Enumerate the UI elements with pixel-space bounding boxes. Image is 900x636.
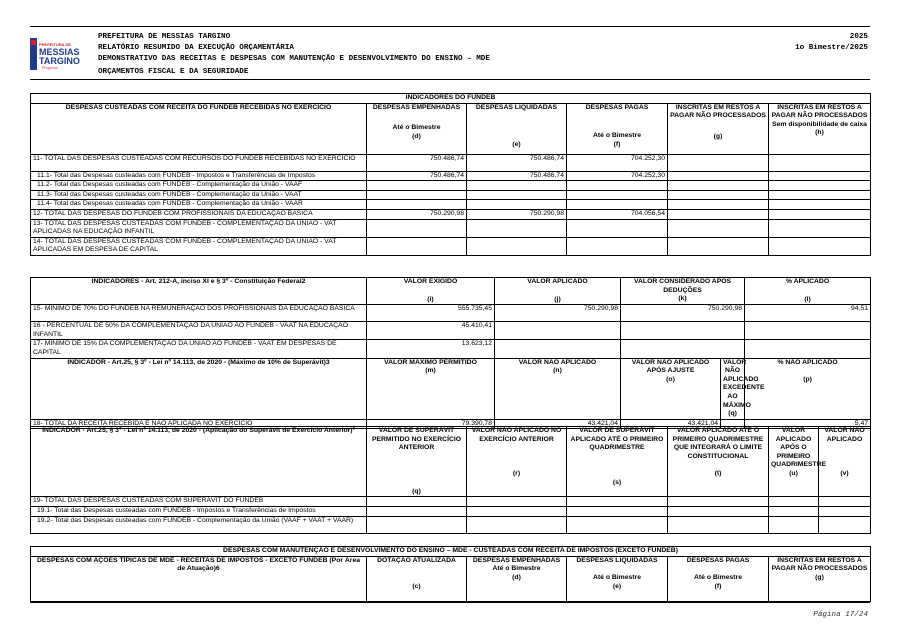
- column-header: DESPESAS LIQUIDADAS Até o Bimestre (e): [567, 556, 668, 601]
- column-header: INSCRITAS EM RESTOS A PAGAR NÃO PROCESSADOS Sem disponibilidade de caixa (h): [769, 103, 871, 154]
- svg-text:PREFEITURA DE: PREFEITURA DE: [39, 42, 72, 47]
- svg-text:MESSIAS: MESSIAS: [39, 47, 80, 57]
- column-header: INSCRITAS EM RESTOS A PAGAR NÃO PROCESSADOS (g): [668, 103, 769, 154]
- report-period: 1o Bimestre/2025: [795, 44, 868, 52]
- footer-rule: [30, 602, 870, 603]
- column-header: VALOR DE SUPERÁVIT PERMITIDO NO EXERCÍCIO ANTERIOR (q): [367, 427, 467, 497]
- budgets-name: ORÇAMENTOS FISCAL E DA SEGURIDADE: [98, 68, 249, 76]
- municipality-logo: [30, 38, 80, 70]
- column-header: VALOR EXIGIDO (i): [367, 278, 495, 305]
- page-number: Página 17/24: [813, 611, 868, 619]
- surplus-application-table: [30, 426, 871, 534]
- column-header: VALOR MÁXIMO PERMITIDO (m): [367, 358, 495, 419]
- table-row: 15- MÍNIMO DE 70% DO FUNDEB NA REMUNERAÇÃO DOS PROFISSIONAIS DA EDUCAÇÃO BÁSICA 555.735,45 750.290,98 750.290,98 94,51: [31, 305, 871, 322]
- column-header: DESPESAS LIQUIDADAS (e): [467, 103, 567, 154]
- column-header: % NÃO APLICADO (p): [745, 358, 871, 419]
- column-header: VALOR APLICADO (j): [495, 278, 621, 305]
- column-header: VALOR APLICADO APÓS O PRIMEIRO QUADRIMESTRE (u): [769, 427, 819, 497]
- column-header: VALOR NÃO APLICADO EXCEDENTE AO MÁXIMO (q): [721, 358, 745, 419]
- table-row: 11- TOTAL DAS DESPESAS CUSTEADAS COM RECURSOS DO FUNDEB RECEBIDAS NO EXERCÍCIO 750.486,74 750.486,74 704.252,30: [31, 154, 871, 171]
- fundeb-indicators-table: [30, 93, 871, 256]
- column-header: % APLICADO (l): [745, 278, 871, 305]
- column-header: INDICADORES - Art. 212-A, inciso XI e § 3º - Constituição Federal2: [31, 278, 367, 305]
- table-row: 18- TOTAL DA RECEITA RECEBIDA E NÃO APLICADA NO EXERCÍCIO 79.390,78 43.421,04 43.421,04 5,47: [31, 419, 871, 429]
- report-name: RELATÓRIO RESUMIDO DA EXECUÇÃO ORÇAMENTÁRIA: [98, 44, 294, 52]
- column-header: DESPESAS PAGAS Até o Bimestre (f): [668, 556, 769, 601]
- table-row: 17- MÍNIMO DE 15% DA COMPLEMENTAÇÃO DA UNIÃO AO FUNDEB - VAAT EM DESPESAS DE CAPITAL 13.623,12: [31, 340, 871, 358]
- report-header: [0, 0, 900, 82]
- column-header: DESPESAS COM AÇÕES TÍPICAS DE MDE - RECEITAS DE IMPOSTOS - EXCETO FUNDEB (Por Área de Atuação)6: [31, 556, 367, 601]
- table-row: 19.1- Total das Despesas custeadas com FUNDEB - Impostos e Transferências de Impostos: [31, 506, 871, 516]
- table-row: 19.2- Total das Despesas custeadas com FUNDEB - Complementação da União (VAAF + VAAT + VAAR): [31, 516, 871, 533]
- table-row: 11.1- Total das Despesas custeadas com FUNDEB - Impostos e Transferências de Impostos 750.486,74 750.486,74 704.252,30: [31, 171, 871, 181]
- column-header: DOTAÇÃO ATUALIZADA (c): [367, 556, 467, 601]
- table-row: 14- TOTAL DAS DESPESAS CUSTEADAS COM FUNDEB - COMPLEMENTAÇÃO DA UNIÃO - VAT APLICADAS EM DESPESA DE CAPITAL: [31, 237, 871, 255]
- column-header: VALOR NÃO APLICADO NO EXERCÍCIO ANTERIOR (r): [467, 427, 567, 497]
- column-header: INSCRITAS EM RESTOS A PAGAR NÃO PROCESSADOS (g): [769, 556, 871, 601]
- table-row: 16 - PERCENTUAL DE 50% DA COMPLEMENTAÇÃO DA UNIÃO AO FUNDEB - VAAT NA EDUCAÇÃO INFANTIL 45.410,41: [31, 322, 871, 340]
- header-bottom-rule: [30, 79, 870, 80]
- statement-name: DEMONSTRATIVO DAS RECEITAS E DESPESAS COM MANUTENÇÃO E DESENVOLVIMENTO DO ENSINO – MDE: [98, 55, 490, 63]
- column-header: DESPESAS PAGAS Até o Bimestre (f): [567, 103, 668, 154]
- column-header: VALOR CONSIDERADO APÓS DEDUÇÕES (k): [621, 278, 745, 305]
- column-header: DESPESAS EMPENHADAS Até o Bimestre (d): [367, 103, 467, 154]
- table-title: INDICADORES DO FUNDEB: [31, 94, 871, 104]
- svg-text:Progresso: Progresso: [42, 65, 59, 70]
- table-row: 11.2- Total das Despesas custeadas com FUNDEB - Complementação da União - VAAF: [31, 181, 871, 191]
- table-row: 19- TOTAL DAS DESPESAS CUSTEADAS COM SUPERÁVIT DO FUNDEB: [31, 497, 871, 507]
- table-row: 13- TOTAL DAS DESPESAS CUSTEADAS COM FUNDEB - COMPLEMENTAÇÃO DA UNIÃO - VAT APLICADAS NA EDUCAÇÃO INFANTIL: [31, 219, 871, 237]
- header-top-rule: [30, 26, 870, 27]
- column-header: VALOR NÃO APLICADO (v): [819, 427, 871, 497]
- column-header: INDICADOR - Art.25, § 3º - Lei nº 14.113, de 2020 - (Máximo de 10% de Superávit)3: [31, 358, 367, 419]
- column-header: INDICADOR - Art.25, § 3º - Lei nº 14.113, de 2020 - (Aplicação do Superávit de Exercício Anterior)³: [31, 427, 367, 497]
- constitutional-indicators-table: [30, 277, 871, 429]
- column-header: DESPESAS EMPENHADAS Até o Bimestre (d): [467, 556, 567, 601]
- mde-tax-revenue-table: [30, 546, 871, 602]
- table-row: 11.4- Total das Despesas custeadas com FUNDEB - Complementação da União - VAAR: [31, 200, 871, 210]
- column-header: VALOR NÃO APLICADO APÓS AJUSTE (o): [621, 358, 721, 419]
- table-row: 11.3- Total das Despesas custeadas com FUNDEB - Complementação da União - VAAT: [31, 190, 871, 200]
- svg-text:TARGINO: TARGINO: [39, 56, 80, 66]
- municipality-name: PREFEITURA DE MESSIAS TARGINO: [98, 33, 231, 41]
- table-title: DESPESAS COM MANUTENÇÃO E DESENVOLVIMENTO DO ENSINO – MDE - CUSTEADAS COM RECEITA DE IMPOSTOS (EXCETO FUNDEB): [31, 547, 871, 557]
- column-header: DESPESAS CUSTEADAS COM RECEITA DO FUNDEB RECEBIDAS NO EXERCÍCIO: [31, 103, 367, 154]
- column-header: VALOR NÃO APLICADO (n): [495, 358, 621, 419]
- report-year: 2025: [849, 33, 868, 41]
- table-row: 12- TOTAL DAS DESPESAS DO FUNDEB COM PROFISSIONAIS DA EDUCAÇÃO BÁSICA 750.290,98 750.290,98 704.056,54: [31, 209, 871, 219]
- column-header: VALOR APLICADO ATÉ O PRIMEIRO QUADRIMESTRE QUE INTEGRARÁ O LIMITE CONSTITUCIONAL (t): [668, 427, 769, 497]
- column-header: VALOR DE SUPERÁVIT APLICADO ATÉ O PRIMEIRO QUADRIMESTRE (s): [567, 427, 668, 497]
